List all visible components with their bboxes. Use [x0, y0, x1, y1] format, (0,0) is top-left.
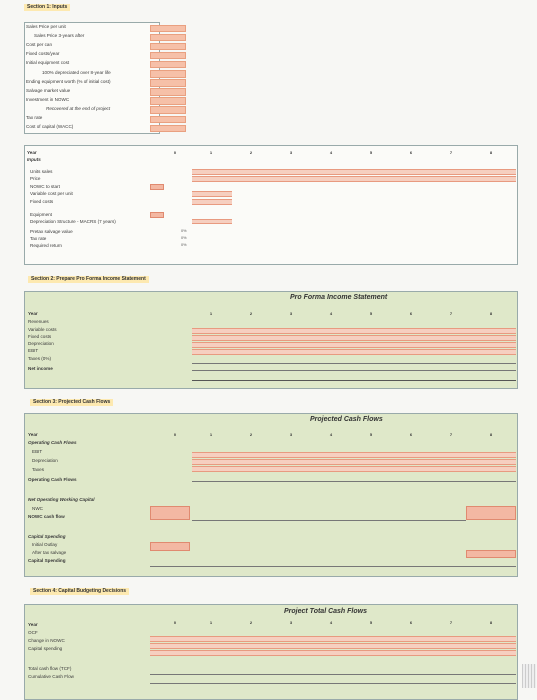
revenues-row[interactable] [192, 328, 516, 334]
year-header: 2 [249, 150, 253, 155]
year-header: 4 [329, 311, 333, 316]
cashflow-row-label: EBIT [32, 449, 43, 454]
budget-row-label: Total cash flow (TCF) [28, 666, 72, 671]
budget-row-label: Year [28, 622, 38, 627]
year-header: 4 [329, 620, 333, 625]
year-header: 0 [173, 432, 177, 437]
edge-marks-icon [522, 664, 536, 688]
year-header: 7 [449, 150, 453, 155]
input-value-field[interactable] [150, 70, 186, 78]
variable-cost-row[interactable] [192, 191, 232, 197]
table-row-label: Fixed costs [30, 199, 54, 204]
nwc-cell-8[interactable] [466, 506, 516, 520]
cumulative-line [150, 683, 516, 684]
input-value-field[interactable] [150, 61, 186, 69]
cashflow-row-label: Capital Spending [28, 558, 66, 563]
cashflow-row-label: Depreciation [32, 458, 58, 463]
change-nowc-row[interactable] [150, 643, 516, 649]
table-row-label: Pretax salvage value [30, 229, 73, 234]
year-header: 1 [209, 620, 213, 625]
input-label: Sales Price 3-years after [34, 33, 85, 39]
input-value-field[interactable] [150, 79, 186, 87]
year-header: 2 [249, 311, 253, 316]
budget-row-label: Cumulative Cash Flow [28, 674, 74, 679]
table-row-label: Year [27, 150, 37, 155]
table-row-label: Equipment [30, 212, 52, 217]
cashflow-row-label: Capital Spending [28, 534, 66, 539]
nwc-cell-0[interactable] [150, 506, 190, 520]
budget-row-label: Capital spending [28, 646, 63, 651]
capital-spending-row[interactable] [150, 650, 516, 656]
year-header: 6 [409, 150, 413, 155]
input-label: 100% depreciated over 8-year life [42, 69, 111, 75]
cashflow-row-label: After tax salvage [32, 550, 67, 555]
cash-flow-panel [24, 413, 518, 577]
cashflow-row-label: NWC [32, 506, 43, 511]
section2-title: Section 2: Prepare Pro Forma Income Statement [28, 276, 149, 283]
input-label: Fixed costs/year [26, 51, 60, 57]
cashflow-row-label: Operating Cash Flows [28, 477, 77, 482]
depreciation-row[interactable] [192, 219, 232, 224]
income-row-label: Fixed costs [28, 334, 52, 339]
input-value-field[interactable] [150, 43, 186, 51]
year-header: 0 [173, 620, 177, 625]
cashflow-row-label: NOWC cash flow [28, 514, 65, 519]
table-row-label: Depreciation Structure - MACRS (7 years) [30, 219, 116, 224]
input-label: Salvage market value [26, 87, 71, 93]
year-header: 5 [369, 311, 373, 316]
budget-row-label: Change in NOWC [28, 638, 65, 643]
input-label: Recovered at the end of project [46, 105, 111, 111]
section4-title: Section 4: Capital Budgeting Decisions [30, 588, 129, 595]
ocf-row[interactable] [150, 636, 516, 642]
input-value-field[interactable] [150, 88, 186, 96]
pct-salvage: 0% [181, 229, 187, 233]
year-header: 1 [209, 432, 213, 437]
table-row-label: Inputs [27, 157, 41, 162]
cashflow-row-label: Operating Cash Flows [28, 440, 77, 445]
year-header: 3 [289, 620, 293, 625]
input-label: Cost per can [26, 42, 53, 48]
year-header: 7 [449, 620, 453, 625]
income-row-label: Year [28, 311, 38, 316]
year-header: 2 [249, 432, 253, 437]
year-header: 6 [409, 432, 413, 437]
units-sales-row[interactable] [192, 169, 516, 175]
year-header: 8 [489, 432, 493, 437]
fixed-costs-is-row[interactable] [192, 342, 516, 348]
depreciation-is-row[interactable] [192, 349, 516, 355]
table-row-label: Variable cost per unit [30, 191, 73, 196]
year-header: 3 [289, 311, 293, 316]
year-header: 7 [449, 311, 453, 316]
after-tax-salvage-cell[interactable] [466, 550, 516, 558]
income-row-label: Taxes (0%) [28, 356, 51, 361]
ebit-line [192, 363, 516, 364]
variable-costs-row[interactable] [192, 335, 516, 341]
input-label: Sales Price per unit [26, 24, 66, 29]
income-row-label: Net income [28, 366, 53, 371]
price-row[interactable] [192, 176, 516, 182]
ocf-total-line [192, 481, 516, 482]
income-row-label: Depreciation [28, 341, 54, 346]
year-header: 7 [449, 432, 453, 437]
table-row-label: Required return [30, 243, 62, 248]
equipment-cell[interactable] [150, 212, 164, 218]
year-header: 3 [289, 432, 293, 437]
input-value-field[interactable] [150, 52, 186, 60]
table-row-label: Tax rate [30, 236, 47, 241]
year-table-panel [24, 145, 518, 265]
section3-title: Section 3: Projected Cash Flows [30, 399, 113, 406]
nowc-start-cell[interactable] [150, 184, 164, 190]
year-header: 5 [369, 432, 373, 437]
income-row-label: EBIT [28, 348, 39, 353]
year-header: 4 [329, 150, 333, 155]
income-statement-heading: Pro Forma Income Statement [290, 294, 388, 301]
table-row-label: Price [30, 176, 41, 181]
income-row-label: Revenues [28, 319, 49, 324]
income-row-label: Variable costs [28, 327, 57, 332]
year-header: 2 [249, 620, 253, 625]
input-value-field[interactable] [150, 25, 186, 33]
pct-tax: 0% [181, 236, 187, 240]
input-label: Ending equipment worth (% of initial cost) [26, 78, 111, 84]
year-header: 8 [489, 620, 493, 625]
input-value-field[interactable] [150, 116, 186, 124]
tcf-line [150, 674, 516, 675]
section1-title: Section 1: Inputs [24, 4, 70, 11]
cashflow-row-label: Initial Outlay [32, 542, 58, 547]
input-label: Tax rate [26, 115, 43, 120]
cashflow-row-label: Taxes [32, 467, 44, 472]
year-header: 5 [369, 150, 373, 155]
year-header: 8 [489, 150, 493, 155]
initial-outlay-cell[interactable] [150, 542, 190, 551]
input-value-field[interactable] [150, 34, 186, 42]
year-header: 5 [369, 620, 373, 625]
input-value-field[interactable] [150, 97, 186, 105]
input-value-field[interactable] [150, 106, 186, 114]
ocf-depreciation-row[interactable] [192, 459, 516, 465]
nowc-cashflow-line [192, 520, 466, 521]
capital-spending-line [150, 566, 516, 567]
pct-required: 0% [181, 243, 187, 247]
input-value-field[interactable] [150, 125, 186, 133]
table-row-label: Units sales [30, 169, 53, 174]
cashflow-row-label: Net Operating Working Capital [28, 497, 95, 502]
input-label: Initial equipment cost [26, 60, 70, 66]
year-header: 0 [173, 150, 177, 155]
ocf-taxes-row[interactable] [192, 466, 516, 472]
fixed-costs-row[interactable] [192, 199, 232, 205]
budget-row-label: OCF [28, 630, 38, 635]
year-header: 3 [289, 150, 293, 155]
year-header: 8 [489, 311, 493, 316]
table-row-label: NOWC to start [30, 184, 60, 189]
year-header: 6 [409, 311, 413, 316]
year-header: 6 [409, 620, 413, 625]
input-label: Investment in NOWC [26, 96, 70, 102]
cashflow-row-label: Year [28, 432, 38, 437]
year-header: 4 [329, 432, 333, 437]
taxes-line [192, 370, 516, 371]
cash-flow-heading: Projected Cash Flows [310, 416, 383, 423]
year-header: 1 [209, 311, 213, 316]
budgeting-heading: Project Total Cash Flows [284, 608, 367, 615]
net-income-line [192, 380, 516, 381]
year-header: 1 [209, 150, 213, 155]
input-label: Cost of capital (WACC) [26, 124, 74, 130]
ocf-ebit-row[interactable] [192, 452, 516, 458]
